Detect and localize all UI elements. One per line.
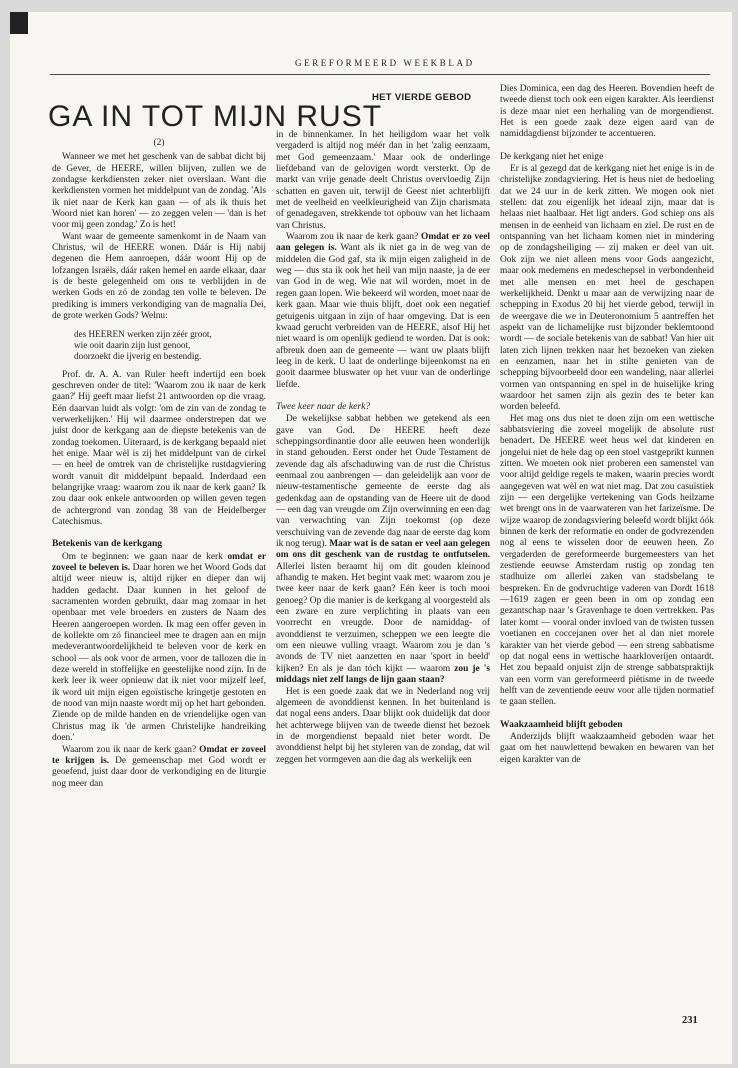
paragraph: Dies Dominica, een dag des Heeren. Bovendien heeft de tweede dienst toch ook een eigen karakter. Als leerdienst is deze maar niet een herhaling van de morgendienst. Het is een goede zaak deze eigen aard van de namiddagdienst bijzonder te accentueren. xyxy=(500,84,714,140)
paragraph: in de binnenkamer. In het heiligdom waar het volk vergaderd is altijd nog méér dan in het 'zalig eenzaam, met God gemeenzaam.' Maar ook de onderlinge liefdeband van de gelovigen wordt versterkt. Op de markt van vrije genade deelt Christus overvloedig Zijn schatten en gaven uit, terwijl de Geest niet achterblijft met de veelheid en veelkleurigheid van Zijn charismata of genadegaven, strekkende tot opbouw van het lichaam van Christus. xyxy=(276,130,490,231)
paragraph: Om te beginnen: we gaan naar de kerk omdat er zoveel te beleven is. Daar horen we het Woord Gods dat altijd weer nieuw is, altijd rijker en dieper dan wij hadden gedacht. Daar kunnen in het geloof de sacramenten worden gebruikt, daar mag zomaar in het openbaar met vele broeders en zusters de Naam des Heeren aangeroepen worden. Ik mag een offer geven in de kollekte om zó financieel mee te dragen aan en mijn medeverantwoordelijkheid te beleven voor de kerk en school — als ook voor de armen, voor de tallozen die in deze wereld in stoffelijke en geestelijke nood zijn. In de kerk leer ik weer opnieuw dat ik niet voor mijzelf leef, ik word uit mijn eigen egoïstische kringetje gestoten en de nood van mijn naaste wordt mij op het hart gebonden. Ziende op de milde handen en de vriendelijke ogen van Christus mag ik 'de armen Christelijke handreiking doen.' xyxy=(52,551,266,744)
column-2 xyxy=(276,130,490,766)
emphasis: omdat er zoveel te beleven is. xyxy=(52,551,266,573)
emphasis: Omdat er zoveel te krijgen is. xyxy=(52,744,266,766)
article-title: GA IN TOT MIJN RUST xyxy=(48,100,383,133)
paragraph: Waarom zou ik naar de kerk gaan? Omdat er zo veel aan gelegen is. Want als ik niet ga in de weg van de middelen die God gaf, sta ik mijn eigen zaligheid in de weg — dus sta ik ook het heil van mijn naaste, ja de eer van God in de weg. Wie nat wil worden, moet in de regen gaan lopen. Wie bekeerd wil worden, moet naar de kerk gaan. Maar wie thuis blijft, doet ook een negatief getuigenis uitgaan in zijn of haar omgeving. Dat is een kwaad gerucht verbreiden van de HEERE, alsof Hij het niet waard is om openlijk gediend te worden. Dat is ook: afbreuk doen aan de gemeente — want uw plaats blijft leeg in de kerk. U laat de onderlinge bijeenkomst na en gooit daarmee bluswater op het vuur van de onderlinge liefde. xyxy=(276,232,490,390)
paragraph: Er is al gezegd dat de kerkgang niet het enige is in de christelijke zondagviering. Het is heus niet de bedoeling dat we 24 uur in de kerk zitten. We mogen ook niet stellen: dat zou eigenlijk het ideaal zijn, maar dat is helaas niet haalbaar. Het ligt anders. God schiep ons als mensen in de eenheid van lichaam en ziel. De rust en de ontspanning van het lichaam komen niet in mindering op de zondagsheiliging — zij maken er deel van uit. Ook zijn we niet alleen mens voor Gods aangezicht, maar ook medemens en medeschepsel in verbondenheid met alle mensen en met heel de geschapen werkelijkheid. Denkt u maar aan de verwijzing naar de schepping in Exodus 20 bij het vierde gebod, terwijl in de weergave die we in Deuteronomium 5 aantreffen het aspekt van de lichamelijke rust bijzonder beklemtoond wordt — de sociale betekenis van de sabbat! Van hier uit laten zich lijnen trekken naar het bezoeken van zieken en eenzamen, naar het in stilte genieten van de schepping bijvoorbeeld door een wandeling, naar allerlei vormen van ontspanning en spel in de huiselijke kring waardoor het samen zijn als gezin des te beter kan worden beleefd. xyxy=(500,164,714,413)
paragraph: Het mag ons dus niet te doen zijn om een wettische sabbatsviering die zoveel mogelijk de absolute rust benadert. De HEERE weet heus wel dat kinderen en jongelui niet de hele dag op een stoel vastgeprikt kunnen zitten. We moeten ook niet proberen een samenstel van voor altijd geldige regels te maken, waarin precies wordt aangegeven wat wèl en wat niet mag. Dat zou casuïstiek zijn — een dergelijke vertekening van Gods heilzame wet brengt ons in de vaarwateren van het farizeïsme. De wijze waarop de zondagsviering beleefd wordt blijkt óók binnen de kerk der reformatie en onder de godvrezenden nog al eens te wisselen door de eeuwen heen. Zo vergaderden de gereformeerde burgemeesters van het zestiende eeuwse Amsterdam rustig op zondag ten stadhuize om allerlei zaken van stadsbelang te bespreken. En de godvruchtige vaderen van Dordt 1618—1619 zagen er geen been in om op zondag een gezantschap naar 's Gravenhage te doen vertrekken. Pas later komt — vooral onder invloed van de twisten tussen voetianen en coccejanen over het al dan niet morele karakter van het vierde gebod — een streng sabbatisme op dat nogal eens in wettische haarkloverijen ontaardt. Het zou bepaald onjuist zijn de strenge sabbatspraktijk van een vorm van gereformeerd piëtisme in de tweede helft van de zeventiende eeuw voor alle tijden normatief te gaan stellen. xyxy=(500,413,714,708)
section-heading: Betekenis van de kerkgang xyxy=(52,538,163,550)
paragraph: De wekelijkse sabbat hebben we getekend als een gave van God. De HEERE heeft deze scheppingsordinantie door alle eeuwen heen wonderlijk in stand gehouden. Eerst onder het Oude Testament de zevende dag als afschaduwing van de rust die Christus eenmaal zou aanbrengen — dan geleidelijk aan voor de nieuw-testamentische gemeente de eerste dag als gedenkdag aan de opstanding van de Heere uit de dood — een dag van vreugde om Zijn overwinning en een dag van verwachting van Zijn toekomst (op deze verschuiving van de zevende dag naar de eerste dag kom ik nog terug). Maar wat is de satan er veel aan gelegen om ons dit geschenk van de rustdag te ontfutselen. Allerlei listen beraamt hij om dit gouden kleinood afhandig te maken. Het begint vaak met: waarom zou je twee keer naar de kerk gaan? Eén keer is toch mooi genoeg? Op die manier is de kerkgang al voorgesteld als een zware en zure verplichting in plaats van een voorrecht en vreugde. Door de namiddag- of avonddienst te verzuimen, scheppen we een leegte die om een nieuwe vulling vraagt. Waarom zou je dan 's avonds de TV niet aanzetten en naar 'sport in beeld' kijken? En als je dan tóch kijkt — waarom zou je 's middags niet zelf langs de lijn gaan staan? xyxy=(276,414,490,686)
emphasis: zou je 's middags niet zelf langs de lijn gaan staan? xyxy=(276,663,490,686)
page-number: 231 xyxy=(682,1015,698,1026)
quote-line: doorzoekt die ijverig en bestendig. xyxy=(74,350,202,361)
section-heading: Waakzaamheid blijft geboden xyxy=(500,718,623,730)
scan-edge-mark xyxy=(10,12,28,34)
quote-line: wie ooit daarin zijn lust genoot, xyxy=(74,339,191,350)
page xyxy=(10,12,732,1064)
quote-line: des HEEREN werken zijn zéér groot, xyxy=(74,328,212,339)
running-head: GEREFORMEERD WEEKBLAD xyxy=(295,58,475,68)
paragraph: Prof. dr. A. A. van Ruler heeft indertijd een boek geschreven onder de titel: 'Waarom zou ik naar de kerk gaan?' Hij geeft maar liefst 21 antwoorden op die vraag. Eén daarvan luidt als volgt: 'om de zin van de zondag te verwerkelijken.' Hij wil daarmee onderstrepen dat we juist door de kerkgang aan de diepste betekenis van de zondag toekomen. Uiteraard, is de kerkgang bepaald niet het enige. Maar wèl is zij het middelpunt van de cirkel — en heel de omtrek van de christelijke rustdagviering wordt vanuit dit middelpunt bepaald. Inderdaad een belangrijke vraag: waarom zou ik naar de kerk gaan? Ik zou daar ook enkele antwoorden op willen geven tegen de achtergrond van zondag 38 van de Heidelberger Catechismus. xyxy=(52,369,266,527)
psalm-quote xyxy=(74,329,266,362)
paragraph: Want waar de gemeente samenkomt in de Naam van Christus, wil de HEERE wonen. Dáár is Hij nabij degenen die Hem aanroepen, dáár woont Hij op de lofzangen Israëls, dáár raken hemel en aarde elkaar, daar is de beste gelegenheid om ons te verblijden in de werken Gods en zó de zondag ten volle te beleven. De prediking is immers verkondiging van de magnalia Dei, de grote werken Gods? Welnu: xyxy=(52,231,266,322)
paragraph: Het is een goede zaak dat we in Nederland nog vrij algemeen de avonddienst kennen. In het buitenland is dat nogal eens anders. Daar blijkt ook duidelijk dat door het achterwege blijven van de tweede dienst het bezoek in de morgendienst bepaald niet beter wordt. De avonddienst helpt bij het styleren van de zondag, dat wil zeggen het vormgeven aan die dag als werkelijk een xyxy=(276,686,490,765)
column-3 xyxy=(500,84,714,766)
paragraph: Anderzijds blijft waakzaamheid geboden waar het gaat om het nauwlettend bewaken en bewaren van het eigen karakter van de xyxy=(500,731,714,765)
column-1 xyxy=(52,138,266,790)
section-label: HET VIERDE GEBOD xyxy=(372,92,472,103)
header-rule xyxy=(50,74,710,75)
emphasis: Omdat er zo veel aan gelegen is. xyxy=(276,232,490,254)
emphasis: Maar wat is de satan er veel aan gelegen om ons dit geschenk van de rustdag te ontfutselen. xyxy=(276,539,490,561)
section-heading: De kerkgang niet het enige xyxy=(500,150,604,162)
part-number: (2) xyxy=(153,138,165,148)
paragraph: Wanneer we met het geschenk van de sabbat dicht bij de Gever, de HEERE, willen blijven, zullen we de zondagse kerkdiensten zeker niet overslaan. Want die kerkdiensten vormen het middelpunt van de zondag. 'Als ik niet naar de Kerk kan gaan — of als ik thuis het Woord niet kan horen' — zo zeggen velen — 'dan is het voor mij geen zondag.' Zo is het! xyxy=(52,152,266,231)
section-heading: Twee keer naar de kerk? xyxy=(276,400,371,412)
paragraph: Waarom zou ik naar de kerk gaan? Omdat er zoveel te krijgen is. De gemeenschap met God wordt er geoefend, juist daar door de verkondiging en de liturgie nog meer dan xyxy=(52,744,266,789)
